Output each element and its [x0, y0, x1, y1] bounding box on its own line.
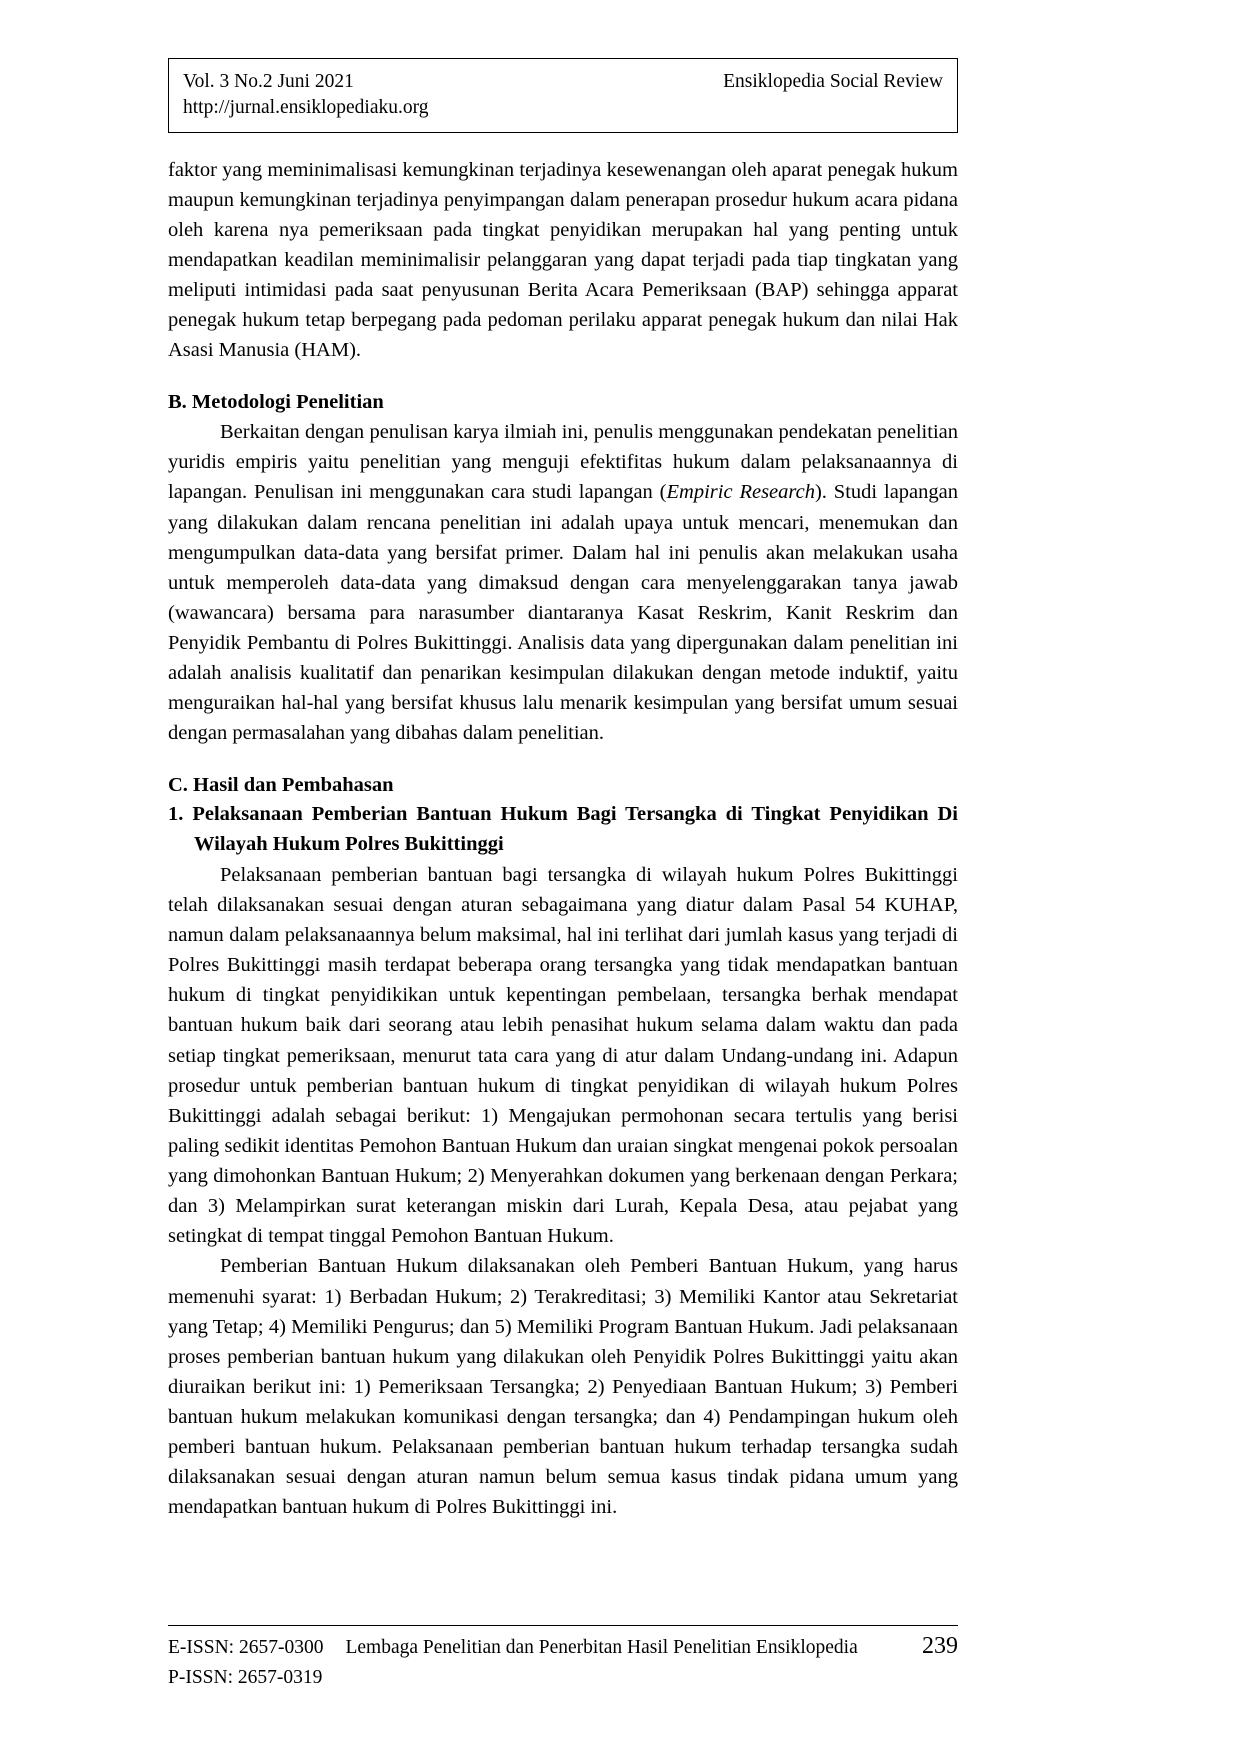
- paragraph-c1-second: Pemberian Bantuan Hukum dilaksanakan oleh Pemberi Bantuan Hukum, yang harus memenuhi syarat: 1) Berbadan Hukum; 2) Terakreditasi; 3) Memiliki Kantor atau Sekretariat yang Tetap; 4) Memiliki Pengurus; dan 5) Memiliki Program Bantuan Hukum. Jadi pelaksanaan proses pemberian bantuan hukum yang dilakukan oleh Penyidik Polres Bukittinggi yaitu akan diuraikan berikut ini: 1) Pemeriksaan Tersangka; 2) Penyediaan Bantuan Hukum; 3) Pemberi bantuan hukum melakukan komunikasi dengan tersangka; dan 4) Pendampingan hukum oleh pemberi bantuan hukum. Pelaksanaan pemberian bantuan hukum terhadap tersangka sudah dilaksanakan sesuai dengan aturan namun belum semua kasus tindak pidana umum yang mendapatkan bantuan hukum di Polres Bukittinggi ini.: [168, 1255, 958, 1519]
- page-header-box: [168, 58, 958, 133]
- paragraph-metodologi: [168, 417, 958, 748]
- metodologi-text-part1: Berkaitan dengan penulisan karya ilmiah ini, penulis menggunakan pendekatan penelitian yuridis empiris yaitu penelitian yang menguji efektifitas hukum dalam pelaksanaannya di lapangan. Penulisan ini menggunakan cara studi lapangan (: [168, 421, 958, 504]
- body-text: [168, 155, 958, 1523]
- spacer: [168, 366, 958, 388]
- header-journal-title: Ensiklopedia Social Review: [723, 71, 943, 92]
- footer-first-row: [168, 1630, 958, 1664]
- spacer: [168, 749, 958, 771]
- footer-publisher: Lembaga Penelitian dan Penerbitan Hasil Penelitian Ensiklopedia: [345, 1637, 858, 1658]
- heading-hasil-pembahasan: C. Hasil dan Pembahasan: [168, 773, 394, 796]
- footer-eissn: E-ISSN: 2657-0300: [168, 1637, 324, 1658]
- footer-pissn: P-ISSN: 2657-0319: [168, 1666, 323, 1688]
- header-volume: Vol. 3 No.2 Juni 2021: [183, 71, 354, 92]
- metodologi-text-part2: ). Studi lapangan yang dilakukan dalam rencana penelitian ini adalah upaya untuk mencari, menemukan dan mengumpulkan data-data yang bersifat primer. Dalam hal ini penulis akan melakukan usaha untuk memperoleh data-data yang dimaksud dengan cara menyelenggarakan tanya jawab (wawancara) bersama para narasumber diantaranya Kasat Reskrim, Kanit Reskrim dan Penyidik Pembantu di Polres Bukittinggi. Analisis data yang dipergunakan dalam penelitian ini adalah analisis kualitatif dan penarikan kesimpulan dilakukan dengan metode induktif, yaitu menguraikan hal-hal yang bersifat khusus lalu menarik kesimpulan yang bersifat umum sesuai dengan permasalahan yang dibahas dalam penelitian.: [168, 481, 958, 745]
- paragraph-continued: faktor yang meminimalisasi kemungkinan terjadinya kesewenangan oleh aparat penegak hukum maupun kemungkinan terjadinya penyimpangan dalam penerapan prosedur hukum acara pidana oleh karena nya pemeriksaan pada tingkat penyidikan merupakan hal yang penting untuk mendapatkan keadilan meminimalisir pelanggaran yang dapat terjadi pada tiap tingkatan yang meliputi intimidasi pada saat penyusunan Berita Acara Pemeriksaan (BAP) sehingga apparat penegak hukum tetap berpegang pada pedoman perilaku apparat penegak hukum dan nilai Hak Asasi Manusia (HAM).: [168, 158, 958, 362]
- page-content: [168, 58, 958, 1523]
- header-url: http://jurnal.ensiklopediaku.org: [183, 97, 429, 119]
- paragraph-c1-first: Pelaksanaan pemberian bantuan bagi tersangka di wilayah hukum Polres Bukittinggi telah dilaksanakan sesuai dengan aturan sebagaimana yang diatur dalam Pasal 54 KUHAP, namun dalam pelaksanaannya belum maksimal, hal ini terlihat dari jumlah kasus yang terjadi di Polres Bukittinggi masih terdapat beberapa orang tersangka yang tidak mendapatkan bantuan hukum di tingkat penyidikikan untuk kepentingan pembelaan, tersangka berhak mendapat bantuan hukum baik dari seorang atau lebih penasihat hukum selama dalam waktu dan pada setiap tingkat pemeriksaan, menurut tata cara yang di atur dalam Undang-undang ini. Adapun prosedur untuk pemberian bantuan hukum di tingkat penyidikan di wilayah hukum Polres Bukittinggi adalah sebagai berikut: 1) Mengajukan permohonan secara tertulis yang berisi paling sedikit identitas Pemohon Bantuan Hukum dan uraian singkat mengenai pokok persoalan yang dimohonkan Bantuan Hukum; 2) Menyerahkan dokumen yang berkenaan dengan Perkara; dan 3) Melampirkan surat keterangan miskin dari Lurah, Kepala Desa, atau pejabat yang setingkat di tempat tinggal Pemohon Bantuan Hukum.: [168, 863, 958, 1248]
- page-footer: [168, 1625, 958, 1691]
- footer-divider: [168, 1625, 958, 1626]
- heading-metodologi-penelitian: B. Metodologi Penelitian: [168, 390, 384, 413]
- metodologi-italic-term: Empiric Research: [666, 481, 815, 504]
- footer-page-number: 239: [922, 1633, 958, 1659]
- header-top-row: [183, 69, 943, 95]
- subheading-pelaksanaan-pemberian-bantuan-hukum: 1. Pelaksanaan Pemberian Bantuan Hukum Bagi Tersangka di Tingkat Penyidikan Di Wilayah Hukum Polres Bukittinggi: [168, 803, 958, 856]
